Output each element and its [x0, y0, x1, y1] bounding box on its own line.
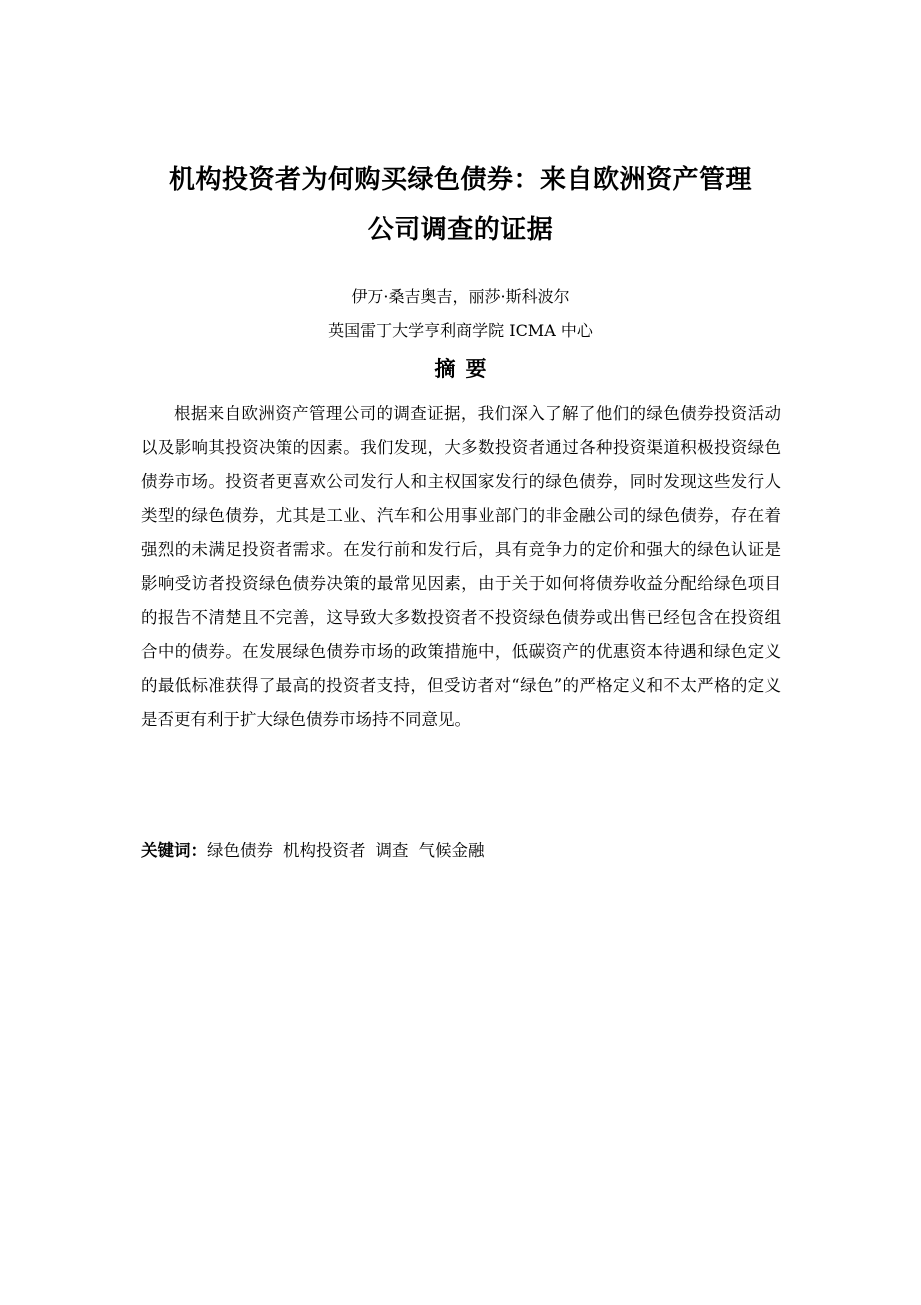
keywords-line [141, 834, 781, 868]
paper-title-line-1: 机构投资者为何购买绿色债券：来自欧洲资产管理 [168, 165, 752, 195]
keywords-label: 关键词： [141, 841, 207, 860]
keyword-item: 气候金融 [418, 841, 485, 860]
author-block [100, 280, 821, 348]
keyword-item: 调查 [375, 841, 409, 860]
author-affiliation: 英国雷丁大学亨利商学院 ICMA 中心 [328, 321, 593, 340]
keyword-item: 绿色债券 [207, 841, 273, 860]
paper-title [100, 155, 821, 255]
paper-title-line-2: 公司调查的证据 [367, 215, 554, 245]
keyword-item: 机构投资者 [283, 841, 366, 860]
author-names: 伊万·桑吉奥吉，丽莎·斯科波尔 [351, 287, 570, 306]
abstract-body: 根据来自欧洲资产管理公司的调查证据，我们深入了解了他们的绿色债券投资活动以及影响其投资决策的因素。我们发现，大多数投资者通过各种投资渠道积极投资绿色债券市场。投资者更喜欢公司发行人和主权国家发行的绿色债券，同时发现这些发行人类型的绿色债券，尤其是工业、汽车和公用事业部门的非金融公司的绿色债券，存在着强烈的未满足投资者需求。在发行前和发行后，具有竞争力的定价和强大的绿色认证是影响受访者投资绿色债券决策的最常见因素，由于关于如何将债券收益分配给绿色项目的报告不清楚且不完善，这导致大多数投资者不投资绿色债券或出售已经包含在投资组合中的债券。在发展绿色债券市场的政策措施中，低碳资产的优惠资本待遇和绿色定义的最低标准获得了最高的投资者支持，但受访者对“绿色”的严格定义和不太严格的定义是否更有利于扩大绿色债券市场持不同意见。 [141, 404, 781, 729]
abstract-heading: 摘要 [434, 357, 497, 381]
